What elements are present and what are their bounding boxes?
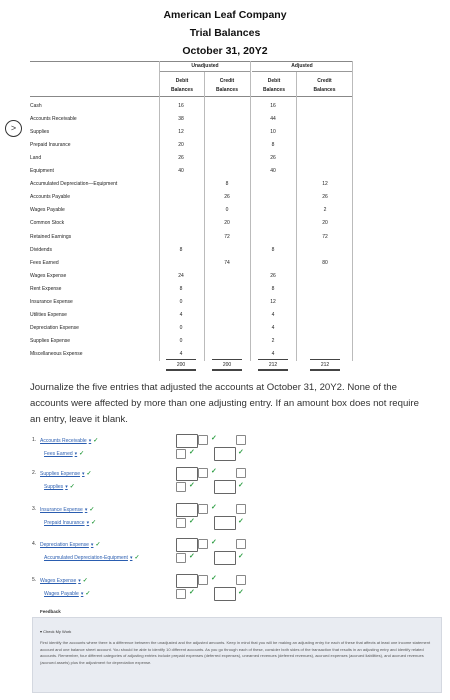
check-icon: ✓ <box>134 555 140 561</box>
check-icon: ✓ <box>211 539 217 546</box>
amount-ad: 16 <box>270 103 276 109</box>
amount-ad: 8 <box>271 285 275 292</box>
account-name: Prepaid Insurance <box>30 142 71 149</box>
amount-ac: 2 <box>323 207 327 214</box>
chevron-down-icon: ▾ <box>88 438 92 444</box>
total-unadj-credit: 200 <box>222 362 232 368</box>
chevron-down-icon: ▾ <box>86 520 90 526</box>
account-name: Supplies Expense <box>30 337 71 344</box>
unadj-credit-balances: Balances <box>216 87 238 93</box>
account-name: Cash <box>30 103 42 109</box>
unadj-debit-header: Debit <box>175 78 189 84</box>
debit-amount-input[interactable] <box>176 467 198 481</box>
credit-amount-flag-box[interactable] <box>176 482 186 492</box>
chevron-down-icon: ▾ <box>84 507 88 513</box>
credit-amount-flag-box[interactable] <box>176 553 186 563</box>
check-icon: ✓ <box>82 578 88 584</box>
check-icon: ✓ <box>211 468 217 475</box>
check-icon: ✓ <box>238 553 244 560</box>
amount-ad: 10 <box>270 129 276 136</box>
account-name: Fees Earned <box>30 259 59 266</box>
credit-account-dropdown[interactable] <box>44 483 75 490</box>
credit-amount-flag-box[interactable] <box>236 435 246 445</box>
account-name: Common Stock <box>30 220 65 227</box>
check-icon: ✓ <box>85 591 91 597</box>
amount-ud: 8 <box>179 285 183 292</box>
credit-amount-input[interactable] <box>214 587 236 601</box>
check-icon: ✓ <box>238 589 244 596</box>
feedback-text: First identify the accounts where there is a difference between the unadjusted and the adjusted amounts. Keep in mind that you will be making an adjusting entry for each of these that affects at least one income statement account and one balance sheet account. You should be able to identify 10 different accounts. As you go through each of these, consider both sides of the transaction that results in an adjusting entry and identify related accounts. Remember, four different categories of adjusting entries include prepaid expenses (deferred expenses), unearned revenues (deferred revenues), accrued expenses (accrued liabilities), and accrued revenues (accrued assets) plus the adjustment for depreciation expense. <box>40 640 431 665</box>
entry-number: 4. <box>32 541 37 547</box>
amount-ac: 12 <box>322 181 328 188</box>
account-name: Rent Expense <box>30 285 62 292</box>
account-name: Land <box>30 155 42 162</box>
entry-number: 3. <box>32 506 37 512</box>
account-name: Insurance Expense <box>30 298 73 305</box>
credit-amount-input[interactable] <box>214 447 236 461</box>
amount-ud: 0 <box>179 324 183 331</box>
amount-ac: 80 <box>322 259 328 266</box>
account-name: Accounts Payable <box>30 194 71 201</box>
debit-account-dropdown[interactable] <box>40 506 94 513</box>
amount-uc: 74 <box>224 259 230 266</box>
amount-ud: 38 <box>178 116 184 123</box>
unadj-credit-header: Credit <box>219 78 235 84</box>
amount-ac: 20 <box>322 220 328 227</box>
account-name: Dividends <box>30 246 52 253</box>
credit-amount-flag-box[interactable] <box>236 468 246 478</box>
debit-amount-flag-box[interactable] <box>198 575 208 585</box>
amount-ud: 12 <box>178 129 184 136</box>
credit-amount-flag-box[interactable] <box>236 539 246 549</box>
amount-ud: 26 <box>178 155 184 162</box>
check-icon: ✓ <box>189 482 195 489</box>
entry-number: 2. <box>32 470 37 476</box>
debit-account-label: Accounts Receivable <box>40 438 87 444</box>
amount-ud: 0 <box>179 298 183 305</box>
debit-amount-flag-box[interactable] <box>198 435 208 445</box>
amount-ud: 20 <box>178 142 184 149</box>
debit-amount-flag-box[interactable] <box>198 468 208 478</box>
amount-ac: 72 <box>322 233 328 240</box>
credit-account-label: Accumulated Depreciation-Equipment <box>44 555 128 561</box>
credit-account-label: Prepaid Insurance <box>44 520 85 526</box>
check-icon: ✓ <box>79 451 85 457</box>
total-adj-credit: 212 <box>320 362 330 368</box>
debit-amount-input[interactable] <box>176 538 198 552</box>
credit-amount-flag-box[interactable] <box>176 589 186 599</box>
credit-account-dropdown[interactable] <box>44 554 139 561</box>
amount-ad: 40 <box>270 168 276 175</box>
check-icon: ✓ <box>189 518 195 525</box>
account-name: Retained Earnings <box>30 233 72 240</box>
account-name: Wages Expense <box>30 272 67 279</box>
amount-ud: 8 <box>179 246 183 253</box>
amount-ud: 24 <box>178 272 184 279</box>
amount-ud: 4 <box>179 350 183 357</box>
debit-amount-flag-box[interactable] <box>198 539 208 549</box>
amount-ad: 26 <box>270 155 276 162</box>
account-name: Supplies <box>30 129 50 136</box>
unadj-debit-balances: Balances <box>171 87 193 93</box>
debit-account-label: Wages Expense <box>40 578 77 584</box>
chevron-down-icon: ▾ <box>82 471 85 477</box>
chevron-down-icon: ▾ <box>65 484 68 490</box>
credit-amount-input[interactable] <box>214 516 236 530</box>
debit-account-dropdown[interactable] <box>40 541 100 548</box>
credit-account-label: Wages Payable <box>44 591 79 597</box>
report-title: Trial Balances <box>189 27 261 39</box>
credit-account-dropdown[interactable] <box>44 519 96 526</box>
amount-ud: 4 <box>179 311 183 318</box>
adj-debit-header: Debit <box>267 78 281 84</box>
check-icon: ✓ <box>189 449 195 456</box>
amount-ac: 26 <box>322 194 328 201</box>
amount-ad: 4 <box>271 350 275 357</box>
account-name: Equipment <box>30 168 54 175</box>
account-name: Wages Payable <box>30 207 65 214</box>
amount-ud: 40 <box>178 168 184 175</box>
check-icon: ✓ <box>86 471 92 477</box>
debit-amount-input[interactable] <box>176 574 198 588</box>
entry-number: 5. <box>32 577 37 583</box>
check-my-work-toggle[interactable]: ▾ Check My Work <box>40 629 72 634</box>
debit-amount-input[interactable] <box>176 434 198 448</box>
chevron-down-icon: ▾ <box>78 578 81 584</box>
amount-uc: 26 <box>224 194 230 201</box>
report-date: October 31, 20Y2 <box>182 45 268 57</box>
credit-amount-flag-box[interactable] <box>236 504 246 514</box>
amount-ad: 4 <box>271 311 275 318</box>
amount-ad: 4 <box>271 324 275 331</box>
debit-account-label: Depreciation Expense <box>40 542 89 548</box>
credit-account-label: Fees Earned <box>44 451 73 457</box>
check-icon: ✓ <box>95 542 101 548</box>
feedback-label: Feedback <box>40 609 61 614</box>
chevron-down-icon: ▾ <box>90 542 94 548</box>
expand-chevron-icon[interactable]: > <box>5 120 22 137</box>
check-icon: ✓ <box>238 518 244 525</box>
adjusted-header: Adjusted <box>291 63 313 69</box>
credit-amount-flag-box[interactable] <box>176 449 186 459</box>
debit-amount-input[interactable] <box>176 503 198 517</box>
debit-account-dropdown[interactable] <box>40 577 88 584</box>
chevron-down-icon: ▾ <box>80 591 84 597</box>
check-icon: ✓ <box>211 575 217 582</box>
check-icon: ✓ <box>238 449 244 456</box>
debit-account-dropdown[interactable] <box>40 470 92 477</box>
company-name: American Leaf Company <box>163 9 287 21</box>
credit-amount-input[interactable] <box>214 551 236 565</box>
credit-account-dropdown[interactable] <box>44 590 90 597</box>
check-icon: ✓ <box>238 482 244 489</box>
credit-account-dropdown[interactable] <box>44 450 84 457</box>
amount-ud: 0 <box>179 337 183 344</box>
credit-amount-flag-box[interactable] <box>176 518 186 528</box>
check-icon: ✓ <box>211 435 217 442</box>
amount-ad: 2 <box>271 337 275 344</box>
check-icon: ✓ <box>89 507 95 513</box>
account-name: Utilities Expense <box>30 311 67 318</box>
debit-account-label: Supplies Expense <box>40 471 81 477</box>
check-icon: ✓ <box>91 520 97 526</box>
account-name: Depreciation Expense <box>30 324 79 331</box>
amount-uc: 8 <box>225 181 229 188</box>
chevron-down-icon: ▾ <box>74 451 78 457</box>
debit-account-label: Insurance Expense <box>40 507 83 513</box>
credit-amount-input[interactable] <box>214 480 236 494</box>
credit-amount-flag-box[interactable] <box>236 575 246 585</box>
account-name: Accumulated Depreciation—Equipment <box>30 181 118 188</box>
account-name: Accounts Receivable <box>30 116 77 123</box>
total-unadj-debit: 200 <box>176 362 186 368</box>
adj-debit-balances: Balances <box>263 87 285 93</box>
instructions-text: Journalize the five entries that adjusted the accounts at October 31, 20Y2. None of the accounts were affected by more than one adjusting entry. If an amount box does not require an entry, leave it blank. <box>30 382 419 425</box>
amount-ad: 26 <box>270 272 276 279</box>
amount-ad: 8 <box>271 142 275 149</box>
debit-amount-flag-box[interactable] <box>198 504 208 514</box>
check-icon: ✓ <box>93 438 99 444</box>
total-adj-debit: 212 <box>268 362 278 368</box>
chevron-down-icon: ▾ <box>129 555 133 561</box>
account-name: Miscellaneous Expense <box>30 350 83 357</box>
debit-account-dropdown[interactable] <box>40 437 98 444</box>
amount-uc: 20 <box>224 220 230 227</box>
adj-credit-balances: Balances <box>313 87 336 93</box>
amount-uc: 72 <box>224 233 230 240</box>
check-icon: ✓ <box>69 484 75 490</box>
entry-number: 1. <box>32 437 37 443</box>
unadjusted-header: Unadjusted <box>191 63 219 69</box>
adj-credit-header: Credit <box>317 78 332 84</box>
amount-uc: 0 <box>225 207 229 214</box>
check-icon: ✓ <box>189 589 195 596</box>
amount-ad: 8 <box>271 246 275 253</box>
amount-ad: 44 <box>270 116 276 123</box>
amount-ud: 16 <box>178 103 184 109</box>
amount-ad: 12 <box>270 298 276 305</box>
check-icon: ✓ <box>189 553 195 560</box>
credit-account-label: Supplies <box>44 484 64 490</box>
check-icon: ✓ <box>211 504 217 511</box>
